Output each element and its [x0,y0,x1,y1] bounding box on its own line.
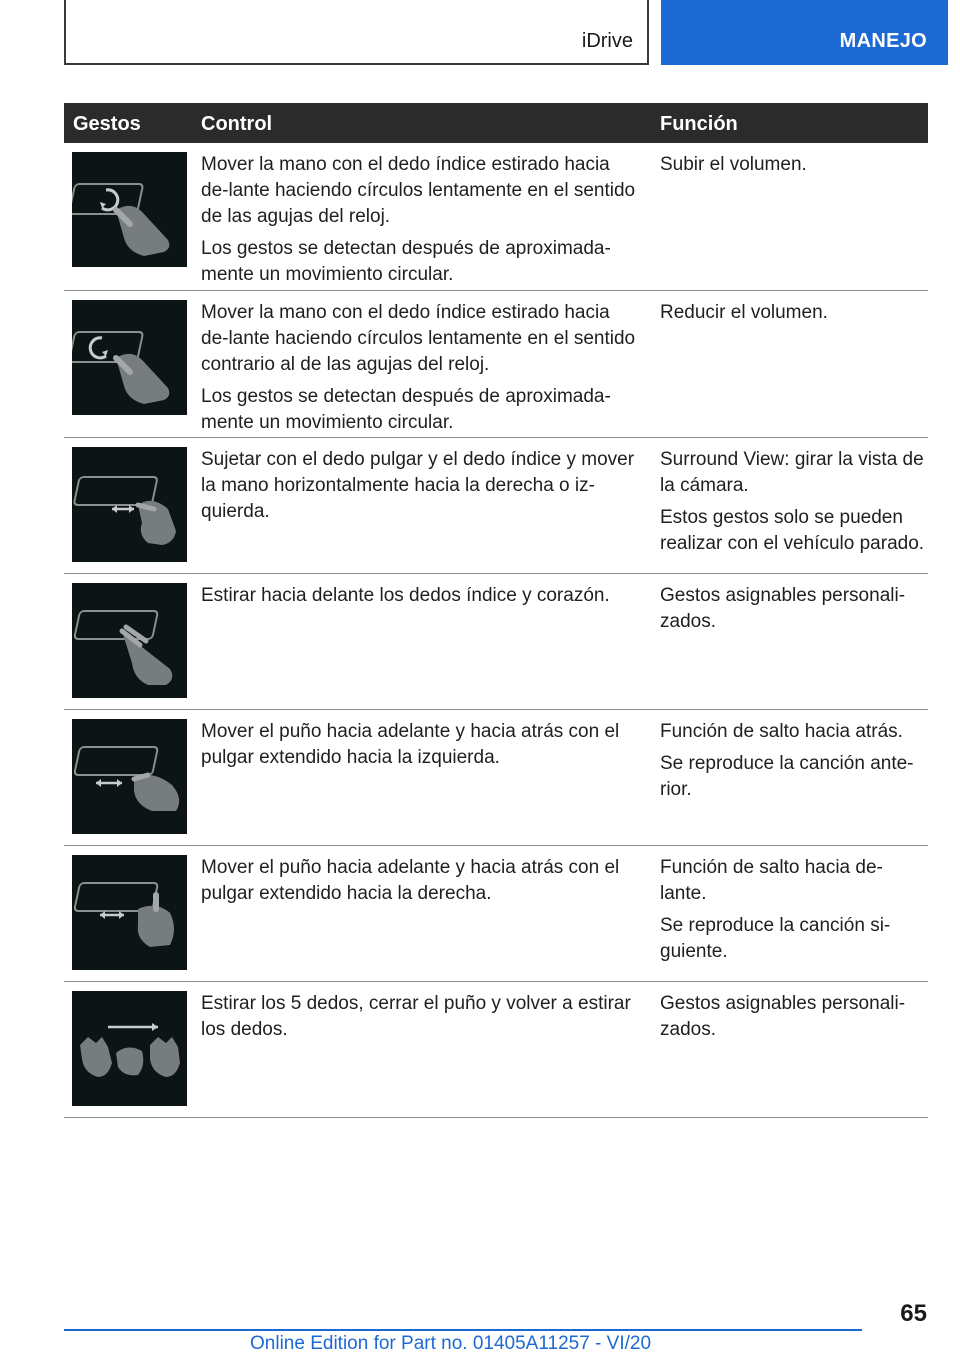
control-text: Mover el puño hacia adelante y hacia atrás con el pulgar extendido hacia la derecha. [201,857,620,904]
table-row [64,291,928,438]
function-text: Reducir el volumen. [660,302,828,323]
header-chapter-box [661,0,948,65]
table-row [64,982,928,1118]
footer-edition-text: Online Edition for Part no. 01405A11257 - VI/20 [250,1333,652,1354]
rotate-clockwise-gesture-icon [72,152,187,267]
function-cell [660,855,926,971]
table-row [64,143,928,291]
control-cell [201,855,637,913]
control-text: Los gestos se detectan después de aproximada-mente un movimiento circular. [201,386,611,433]
function-cell [660,447,926,563]
page-number: 65 [900,1300,927,1327]
table-row [64,574,928,710]
table-row [64,710,928,846]
section-title: iDrive [581,30,633,52]
control-text: Mover la mano con el dedo índice estirado hacia de-lante haciendo círculos lentamente en el sentido de las agujas del reloj. [201,154,636,227]
open-close-hand-gesture-icon [72,991,187,1106]
control-text: Mover el puño hacia adelante y hacia atrás con el pulgar extendido hacia la izquierda. [201,721,620,768]
footer-divider [64,1329,862,1331]
table-header [64,103,928,143]
gestures-table [64,103,928,1118]
control-cell [201,447,637,531]
control-cell [201,152,637,294]
control-cell [201,583,637,615]
column-header-control: Control [201,113,273,135]
control-text: Mover la mano con el dedo índice estirado hacia de-lante haciendo círculos lentamente en el sentido contrario al de las agujas del reloj. [201,302,636,375]
header-section-box [64,0,649,65]
thumb-right-gesture-icon [72,855,187,970]
table-row [64,438,928,574]
pinch-swipe-gesture-icon [72,447,187,562]
function-text: Estos gestos solo se pueden realizar con el vehículo parado. [660,507,925,554]
control-text: Estirar hacia delante los dedos índice y corazón. [201,585,610,606]
function-cell [660,719,926,809]
function-text: Subir el volumen. [660,154,807,175]
function-text: Función de salto hacia de-lante. [660,857,883,904]
control-cell [201,300,637,442]
function-cell [660,991,926,1049]
function-text: Surround View: girar la vista de la cámara. [660,449,924,496]
column-header-funcion: Función [660,113,738,135]
control-cell [201,991,637,1049]
chapter-title: MANEJO [839,30,927,52]
function-text: Gestos asignables personali-zados. [660,993,906,1040]
function-text: Gestos asignables personali-zados. [660,585,906,632]
control-cell [201,719,637,777]
column-header-gestos: Gestos [73,113,141,135]
function-text: Función de salto hacia atrás. [660,721,903,742]
control-text: Sujetar con el dedo pulgar y el dedo índice y mover la mano horizontalmente hacia la derecha o iz-quierda. [201,449,635,522]
function-cell [660,300,926,332]
thumb-left-gesture-icon [72,719,187,834]
function-text: Se reproduce la canción ante-rior. [660,753,914,800]
rotate-counterclockwise-gesture-icon [72,300,187,415]
function-text: Se reproduce la canción si-guiente. [660,915,891,962]
function-cell [660,152,926,184]
function-cell [660,583,926,641]
control-text: Los gestos se detectan después de aproximada-mente un movimiento circular. [201,238,611,285]
control-text: Estirar los 5 dedos, cerrar el puño y volver a estirar los dedos. [201,993,631,1040]
two-finger-point-gesture-icon [72,583,187,698]
table-row [64,846,928,982]
